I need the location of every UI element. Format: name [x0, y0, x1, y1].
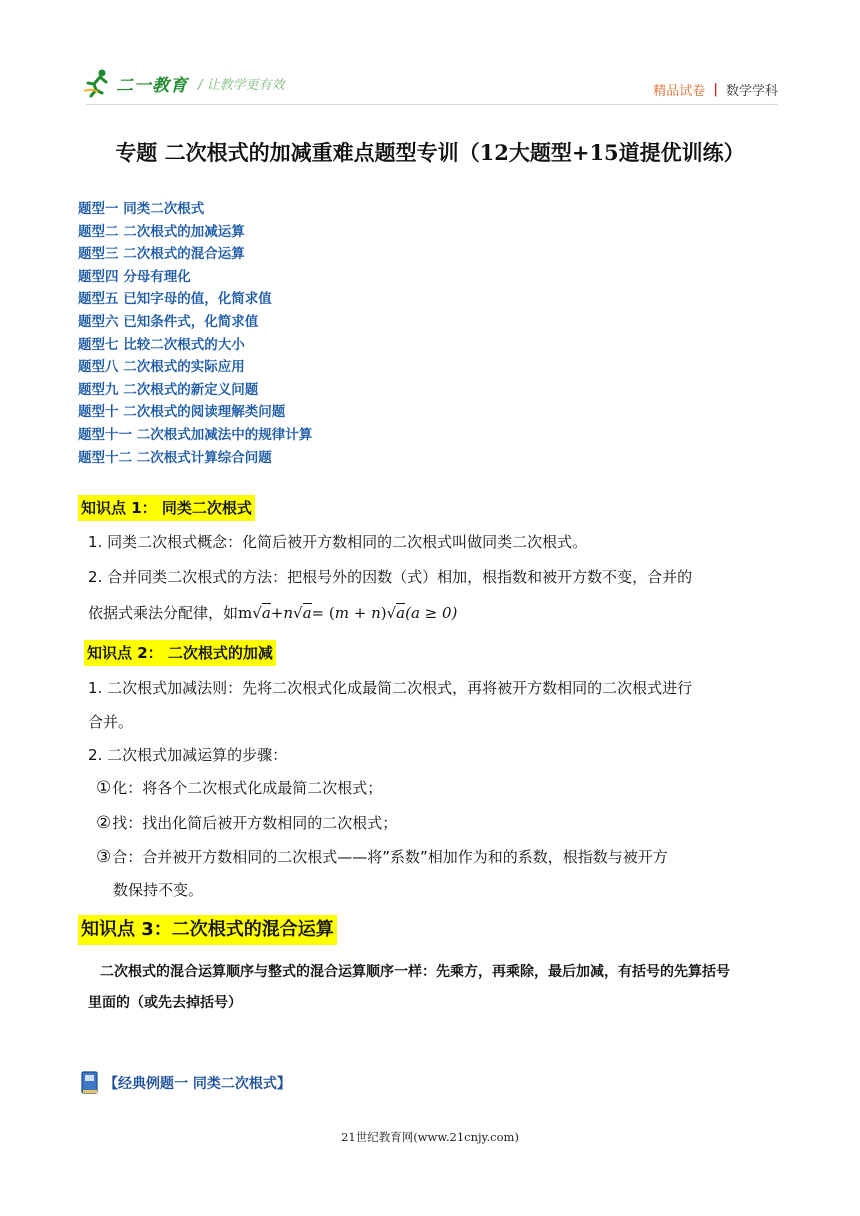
topic-item[interactable]: 题型一 同类二次根式: [78, 201, 205, 217]
book-icon: [80, 1070, 100, 1096]
k2-step-1: ①化：将各个二次根式化成最简二次根式；: [96, 778, 383, 798]
subject-label: 数学学科: [725, 84, 778, 99]
k2-paragraph-1b: 合并。: [88, 713, 134, 731]
k2-step-3: ③合：合并被开方数相同的二次根式——将”系数”相加作为和的系数，根指数与被开方: [96, 847, 668, 867]
k2-step-3b: 数保持不变。: [113, 881, 204, 899]
topic-item[interactable]: 题型六 已知条件式，化简求值: [78, 313, 259, 330]
k3-paragraph-1b: 里面的（或先去掉括号）: [88, 995, 242, 1011]
knowledge-heading-2: 知识点 2： 二次根式的加减: [84, 640, 276, 666]
page-title: 专题 二次根式的加减重难点题型专训（12大题型+15道提优训练）: [115, 140, 745, 165]
topic-item[interactable]: 题型二 二次根式的加减运算: [78, 223, 245, 240]
topic-item[interactable]: 题型七 比较二次根式的大小: [78, 336, 245, 353]
page-header: [82, 66, 782, 106]
k1-paragraph-1: 1. 同类二次根式概念：化简后被开方数相同的二次根式叫做同类二次根式。: [88, 533, 588, 551]
topic-item[interactable]: 题型十一 二次根式加减法中的规律计算: [78, 426, 313, 443]
logo: [82, 68, 285, 98]
header-right: [653, 80, 778, 99]
sqrt-icon: √: [293, 603, 303, 622]
running-man-logo-icon: [82, 68, 112, 98]
k2-step-2: ②找：找出化简后被开方数相同的二次根式；: [96, 813, 398, 833]
header-divider: [86, 104, 778, 105]
topic-list: [78, 198, 312, 469]
example-label: 【经典例题一 同类二次根式】: [104, 1076, 291, 1092]
page-footer: 21世纪教育网(www.21cnjy.com): [341, 1130, 519, 1144]
circled-2-icon: ②: [96, 813, 112, 833]
quality-badge: 精品试卷: [653, 84, 706, 99]
topic-item[interactable]: 题型九 二次根式的新定义问题: [78, 381, 259, 398]
topic-item[interactable]: 题型四 分母有理化: [78, 268, 191, 285]
topic-item[interactable]: 题型十 二次根式的阅读理解类问题: [78, 404, 286, 421]
topic-item[interactable]: 题型三 二次根式的混合运算: [78, 246, 245, 263]
topic-item[interactable]: 题型八 二次根式的实际应用: [78, 359, 245, 376]
circled-1-icon: ①: [96, 778, 112, 798]
k1-formula-prefix: 依据式乘法分配律，如: [88, 604, 239, 622]
k1-paragraph-2: 2. 合并同类二次根式的方法：把根号外的因数（式）相加，根指数和被开方数不变，合并的: [88, 568, 693, 586]
k3-paragraph-1: 二次根式的混合运算顺序与整式的混合运算顺序一样：先乘方，再乘除，最后加减，有括号的先算括号: [100, 964, 730, 980]
topic-item[interactable]: 题型五 已知字母的值，化简求值: [78, 291, 272, 308]
knowledge-heading-1: 知识点 1： 同类二次根式: [78, 495, 255, 521]
k1-formula-line: [88, 602, 457, 623]
logo-text: 二一教育: [116, 75, 188, 96]
formula: m √ a + n √ a = ( m + n ) √ a (a ≥ 0): [238, 603, 458, 622]
sqrt-icon: √: [252, 603, 262, 622]
k2-paragraph-1: 1. 二次根式加减法则：先将二次根式化成最简二次根式，再将被开方数相同的二次根式进行: [88, 679, 693, 697]
sqrt-icon: √: [386, 603, 397, 622]
circled-3-icon: ③: [96, 847, 112, 867]
k2-paragraph-2: 2. 二次根式加减运算的步骤：: [88, 746, 288, 764]
slogan: / 让教学更有效: [198, 77, 285, 93]
topic-item[interactable]: 题型十二 二次根式计算综合问题: [78, 449, 272, 466]
example-heading: [80, 1070, 291, 1096]
header-separator: |: [713, 82, 718, 97]
knowledge-heading-3: 知识点 3：二次根式的混合运算: [78, 915, 337, 945]
